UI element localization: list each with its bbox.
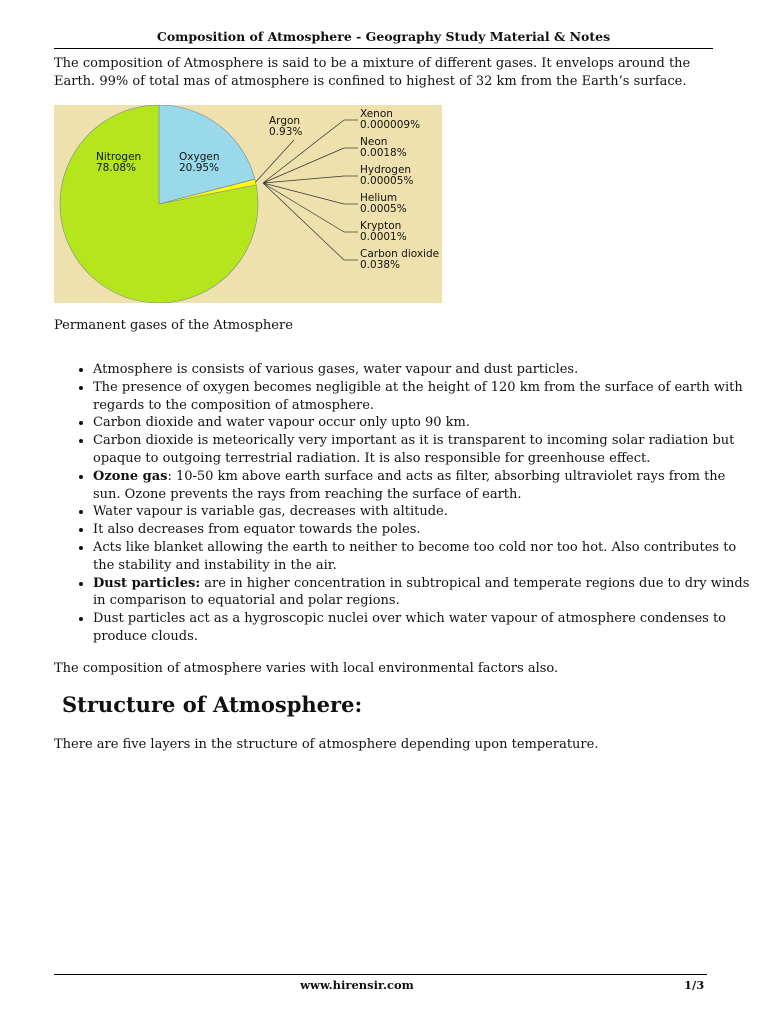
bullet-item bbox=[93, 432, 753, 468]
bullet-item bbox=[93, 503, 753, 521]
pie-label-oxygen-value: 20.95% bbox=[179, 162, 220, 174]
bullet-item bbox=[93, 361, 753, 379]
bullet-item bbox=[93, 521, 753, 539]
header-divider bbox=[54, 48, 713, 49]
bullet-item bbox=[93, 414, 753, 432]
pie-label-oxygen-name: Oxygen bbox=[179, 151, 220, 163]
footer-website-link[interactable]: www.hirensir.com bbox=[300, 978, 414, 992]
bullet-text: The presence of oxygen becomes negligible at the height of 120 km from the surface of earth with regards to the composition of atmosphere. bbox=[93, 379, 743, 413]
pie-leader-line-hydrogen bbox=[263, 176, 344, 183]
bullet-text: : 10-50 km above earth surface and acts as filter, absorbing ultraviolet rays from the sun. Ozone prevents the rays from reaching the surface of earth. bbox=[93, 468, 726, 502]
pie-leader-line-argon bbox=[256, 140, 294, 182]
pie-chart-svg bbox=[54, 105, 442, 303]
pie-label-xenon-name: Xenon bbox=[360, 108, 393, 120]
pie-label-nitrogen-name: Nitrogen bbox=[96, 151, 142, 163]
bullet-text: are in higher concentration in subtropical and temperate regions due to dry winds in comparison to equatorial and polar regions. bbox=[93, 575, 750, 609]
figure-caption: Permanent gases of the Atmosphere bbox=[54, 318, 293, 333]
pie-label-krypton-name: Krypton bbox=[360, 220, 402, 232]
pie-label-argon-value: 0.93% bbox=[269, 126, 303, 138]
footer-divider bbox=[54, 974, 707, 975]
bullet-item bbox=[93, 575, 753, 611]
bullet-text: Water vapour is variable gas, decreases with altitude. bbox=[93, 504, 448, 520]
pie-leader-line-neon bbox=[263, 148, 344, 183]
pie-leader-line-carbon-dioxide bbox=[263, 183, 344, 260]
pie-label-krypton-value: 0.0001% bbox=[360, 231, 407, 243]
pie-leader-line-helium bbox=[263, 183, 344, 204]
bullet-item bbox=[93, 379, 753, 415]
pie-label-xenon-value: 0.000009% bbox=[360, 119, 421, 131]
pie-label-hydrogen-value: 0.00005% bbox=[360, 175, 414, 187]
bullet-item bbox=[93, 468, 753, 504]
bullet-text: Carbon dioxide is meteorically very important as it is transparent to incoming solar radiation but opaque to outgoing terrestrial radiation. It is also responsible for greenhouse effect. bbox=[93, 433, 735, 466]
pie-label-helium-value: 0.0005% bbox=[360, 203, 407, 215]
closing-paragraph: The composition of atmosphere varies with local environmental factors also. bbox=[54, 661, 559, 676]
intro-paragraph: The composition of Atmosphere is said to be a mixture of different gases. It envelops around the Earth. 99% of total mas of atmosphere is confined to highest of 32 km from the Earth’s surface. bbox=[54, 56, 691, 89]
bullet-bold-term: Dust particles: bbox=[93, 575, 201, 591]
pie-label-argon-name: Argon bbox=[269, 115, 301, 127]
bullet-item bbox=[93, 539, 753, 575]
atmosphere-composition-pie-chart bbox=[54, 105, 442, 303]
bullet-bold-term: Ozone gas bbox=[93, 468, 168, 484]
pie-label-nitrogen-value: 78.08% bbox=[96, 162, 137, 174]
pie-label-helium-name: Helium bbox=[360, 192, 398, 204]
pie-label-carbon-dioxide-name: Carbon dioxide bbox=[360, 248, 440, 260]
bullet-text: Acts like blanket allowing the earth to neither to become too cold nor too hot. Also contributes to the stability and instability in the air. bbox=[93, 539, 737, 573]
pie-label-neon-value: 0.0018% bbox=[360, 147, 407, 159]
pie-label-neon-name: Neon bbox=[360, 136, 388, 148]
page-header-title: Composition of Atmosphere - Geography Study Material & Notes bbox=[156, 29, 611, 44]
section-paragraph: There are five layers in the structure of atmosphere depending upon temperature. bbox=[54, 737, 599, 752]
pie-label-carbon-dioxide-value: 0.038% bbox=[360, 259, 401, 271]
pie-leader-line-krypton bbox=[263, 183, 344, 232]
bullet-text: Atmosphere is consists of various gases, water vapour and dust particles. bbox=[93, 362, 579, 377]
section-heading: Structure of Atmosphere: bbox=[62, 692, 363, 717]
bullet-text: Dust particles act as a hygroscopic nuclei over which water vapour of atmosphere condenses to produce clouds. bbox=[93, 611, 727, 644]
page-number: 1/3 bbox=[684, 978, 705, 992]
bullet-text: It also decreases from equator towards the poles. bbox=[93, 522, 421, 538]
bullet-item bbox=[93, 610, 753, 646]
facts-bullet-list bbox=[54, 361, 753, 646]
bullet-text: Carbon dioxide and water vapour occur only upto 90 km. bbox=[93, 415, 471, 431]
pie-label-hydrogen-name: Hydrogen bbox=[360, 164, 412, 176]
